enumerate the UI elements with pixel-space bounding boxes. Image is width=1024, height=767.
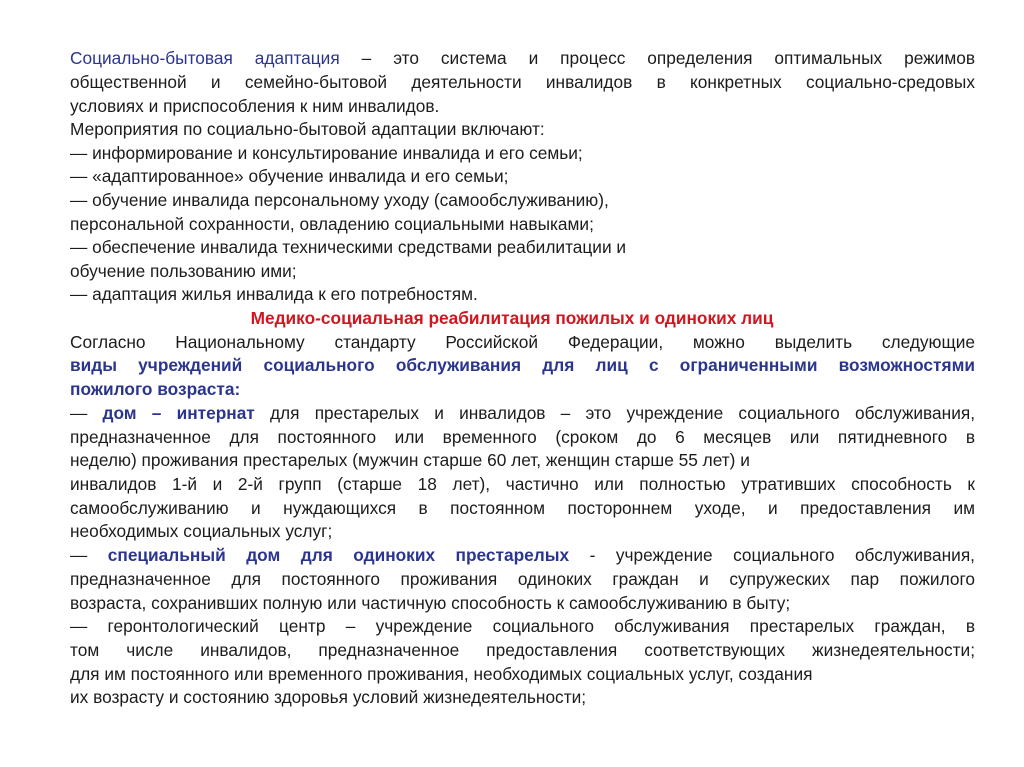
list-item: [70, 401, 975, 425]
paragraph-line: условиях и приспособления к ним инвалидов.: [70, 96, 440, 116]
paragraph-line: неделю) проживания престарелых (мужчин старше 60 лет, женщин старше 55 лет) и: [70, 450, 750, 470]
dash: —: [70, 403, 103, 423]
list-item: — «адаптированное» обучение инвалида и его семьи;: [70, 166, 509, 186]
paragraph-line: предназначенное для постоянного или временного (сроком до 6 месяцев или пятидневного в: [70, 427, 975, 447]
term-special-house: специальный дом для одиноких престарелых: [107, 545, 570, 565]
list-item: — информирование и консультирование инвалида и его семьи;: [70, 143, 583, 163]
paragraph-line: Мероприятия по социально-бытовой адаптации включают:: [70, 119, 545, 139]
paragraph-line: предназначенное для постоянного проживания одиноких граждан и супружеских пар пожилого: [70, 569, 975, 589]
term-social-adaptation: Социально-бытовая адаптация: [70, 48, 340, 68]
paragraph-line: [70, 46, 975, 70]
text-fragment: – это система и процесс определения оптимальных режимов: [339, 48, 975, 68]
list-item-continuation: персональной сохранности, овладению социальными навыками;: [70, 214, 594, 234]
paragraph-line: инвалидов 1-й и 2-й групп (старше 18 лет), частично или полностью утративших способность к: [70, 474, 975, 494]
list-item: [70, 543, 975, 567]
highlighted-phrase: пожилого возраста:: [70, 379, 241, 399]
paragraph-line: необходимых социальных услуг;: [70, 521, 333, 541]
paragraph-line: самообслуживанию и нуждающихся в постоянном постороннем уходе, и предоставления им: [70, 498, 975, 518]
paragraph-line: их возрасту и состоянию здоровья условий жизнедеятельности;: [70, 687, 587, 707]
list-item: — обучение инвалида персональному уходу (самообслуживанию),: [70, 190, 609, 210]
paragraph-line: общественной и семейно-бытовой деятельности инвалидов в конкретных социально-средовых: [70, 72, 975, 92]
paragraph-line: Согласно Национальному стандарту Российской Федерации, можно выделить следующие: [70, 332, 975, 352]
dash: —: [70, 545, 108, 565]
term-boarding-house: дом – интернат: [102, 403, 255, 423]
list-item-continuation: обучение пользованию ими;: [70, 261, 297, 281]
list-item: — адаптация жилья инвалида к его потребностям.: [70, 284, 478, 304]
list-item: — обеспечение инвалида техническими средствами реабилитации и: [70, 237, 627, 257]
paragraph-line: возраста, сохранивших полную или частичную способность к самообслуживанию в быту;: [70, 593, 791, 613]
section-heading: Медико-социальная реабилитация пожилых и одиноких лиц: [250, 308, 774, 328]
paragraph-line: для им постоянного или временного проживания, необходимых социальных услуг, создания: [70, 664, 813, 684]
text-fragment: - учреждение социального обслуживания,: [569, 545, 975, 565]
highlighted-phrase: виды учреждений социального обслуживания для лиц с ограниченными возможностями: [70, 355, 975, 375]
list-item: — геронтологический центр – учреждение социального обслуживания престарелых граждан, в: [70, 616, 975, 636]
text-fragment: для престарелых и инвалидов – это учреждение социального обслуживания,: [254, 403, 976, 423]
paragraph-line: том числе инвалидов, предназначенное предоставления соответствующих жизнедеятельности;: [70, 640, 975, 660]
